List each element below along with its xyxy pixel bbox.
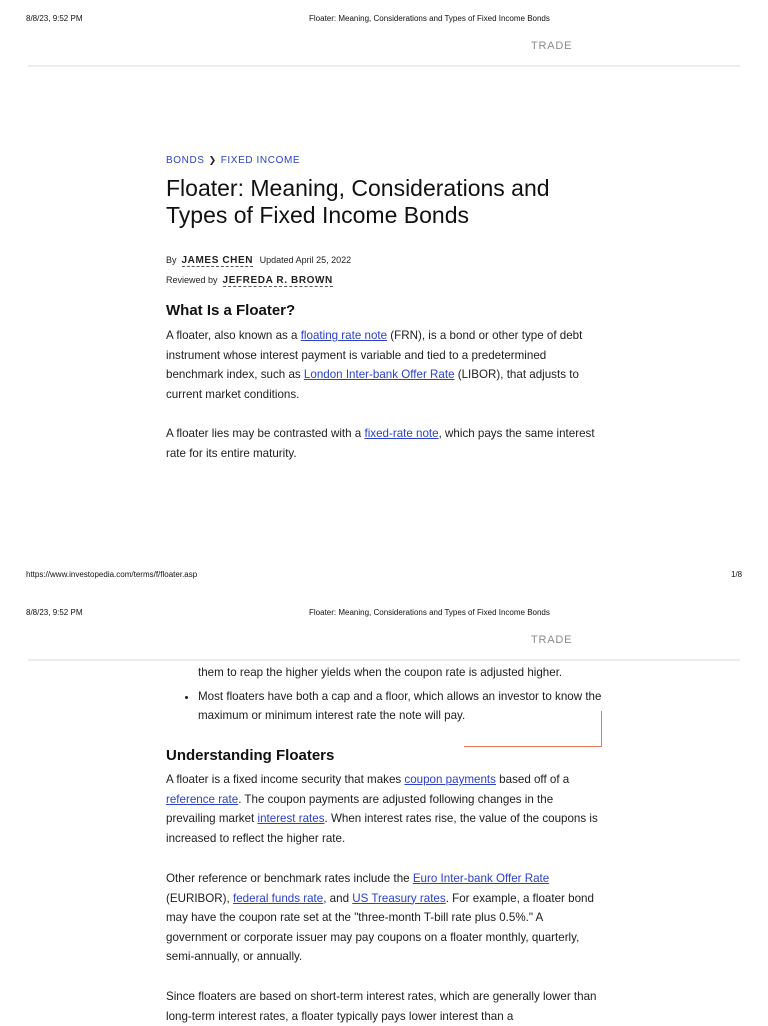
link-reference-rate[interactable]: reference rate — [166, 792, 239, 806]
link-euribor[interactable]: Euro Inter-bank Offer Rate — [412, 872, 550, 885]
print-datetime: 8/8/23, 9:52 PM — [26, 14, 83, 23]
section-heading-understanding: Understanding Floaters — [166, 747, 335, 764]
header-divider — [28, 65, 740, 67]
breadcrumb-bonds[interactable]: BONDS — [166, 155, 205, 166]
link-federal-funds-rate[interactable]: federal funds rate — [233, 891, 324, 905]
paragraph-short-term: Since floaters are based on short-term interest rates, which are generally lower than long-term interest rates, a floater typically pays lower interest than a — [166, 990, 597, 1023]
print-page-number: 1/8 — [731, 570, 743, 579]
link-fixed-rate-note[interactable]: fixed-rate note — [364, 427, 439, 440]
print-doc-title: Floater: Meaning, Considerations and Types of Fixed Income Bonds — [309, 14, 550, 23]
paragraph-definition: A floater, also known as a floating rate note (FRN), is a bond or other type of debt instrument whose interest payment is variable and tied to a predetermined benchmark index, such as London Inter-bank Offer Rate (LIBOR), that adjusts to current market conditions. — [166, 329, 583, 401]
trade-nav-link[interactable]: TRADE — [531, 634, 573, 646]
ad-frame-corner — [464, 711, 602, 747]
paragraph-benchmarks: Other reference or benchmark rates include the Euro Inter-bank Offer Rate (EURIBOR), federal funds rate, and US Treasury rates. For example, a floater bond may have the coupon rate set at the "three-month T-bill rate plus 0.5%." A government or corporate issuer may pay coupons on a floater monthly, quarterly, semi-annually, or annually. — [166, 872, 594, 964]
print-doc-title: Floater: Meaning, Considerations and Types of Fixed Income Bonds — [309, 608, 550, 617]
link-coupon-payments[interactable]: coupon payments — [404, 773, 496, 786]
paragraph-contrast: A floater lies may be contrasted with a fixed-rate note, which pays the same interest rate for its entire maturity. — [166, 427, 595, 460]
reviewer-byline — [166, 275, 602, 286]
author-byline — [166, 255, 602, 266]
page-title: Floater: Meaning, Considerations and Types of Fixed Income Bonds — [166, 175, 550, 228]
breadcrumb-fixed-income[interactable]: FIXED INCOME — [220, 155, 301, 166]
by-label: By — [166, 255, 177, 265]
link-floating-rate-note[interactable]: floating rate note — [300, 329, 388, 342]
link-us-treasury-rates[interactable]: US Treasury rates — [352, 891, 446, 905]
section-heading-what-is: What Is a Floater? — [166, 302, 296, 319]
link-interest-rates[interactable]: interest rates — [257, 812, 325, 826]
chevron-right-icon: ❯ — [208, 155, 217, 165]
breadcrumb — [166, 155, 602, 166]
list-item: them to reap the higher yields when the coupon rate is adjusted higher. — [198, 666, 563, 679]
reviewer-link[interactable]: JEFREDA R. BROWN — [222, 275, 333, 286]
list-item: • Most floaters have both a cap and a floor, which allows an investor to know the maximum or minimum interest rate the note will pay. — [198, 687, 602, 726]
author-link[interactable]: JAMES CHEN — [181, 255, 254, 266]
trade-nav-link[interactable]: TRADE — [531, 40, 573, 52]
link-libor[interactable]: London Inter-bank Offer Rate — [303, 368, 455, 382]
paragraph-understanding: A floater is a fixed income security that makes coupon payments based off of a reference rate. The coupon payments are adjusted following changes in the prevailing market interest rates. When interest rates rise, the value of the coupons is increased to reflect the higher rate. — [166, 773, 598, 845]
print-datetime: 8/8/23, 9:52 PM — [26, 608, 83, 617]
print-url: https://www.investopedia.com/terms/f/floater.asp — [26, 570, 198, 579]
reviewed-by-label: Reviewed by — [166, 275, 218, 285]
updated-date: Updated April 25, 2022 — [259, 255, 352, 265]
header-divider — [28, 659, 740, 661]
